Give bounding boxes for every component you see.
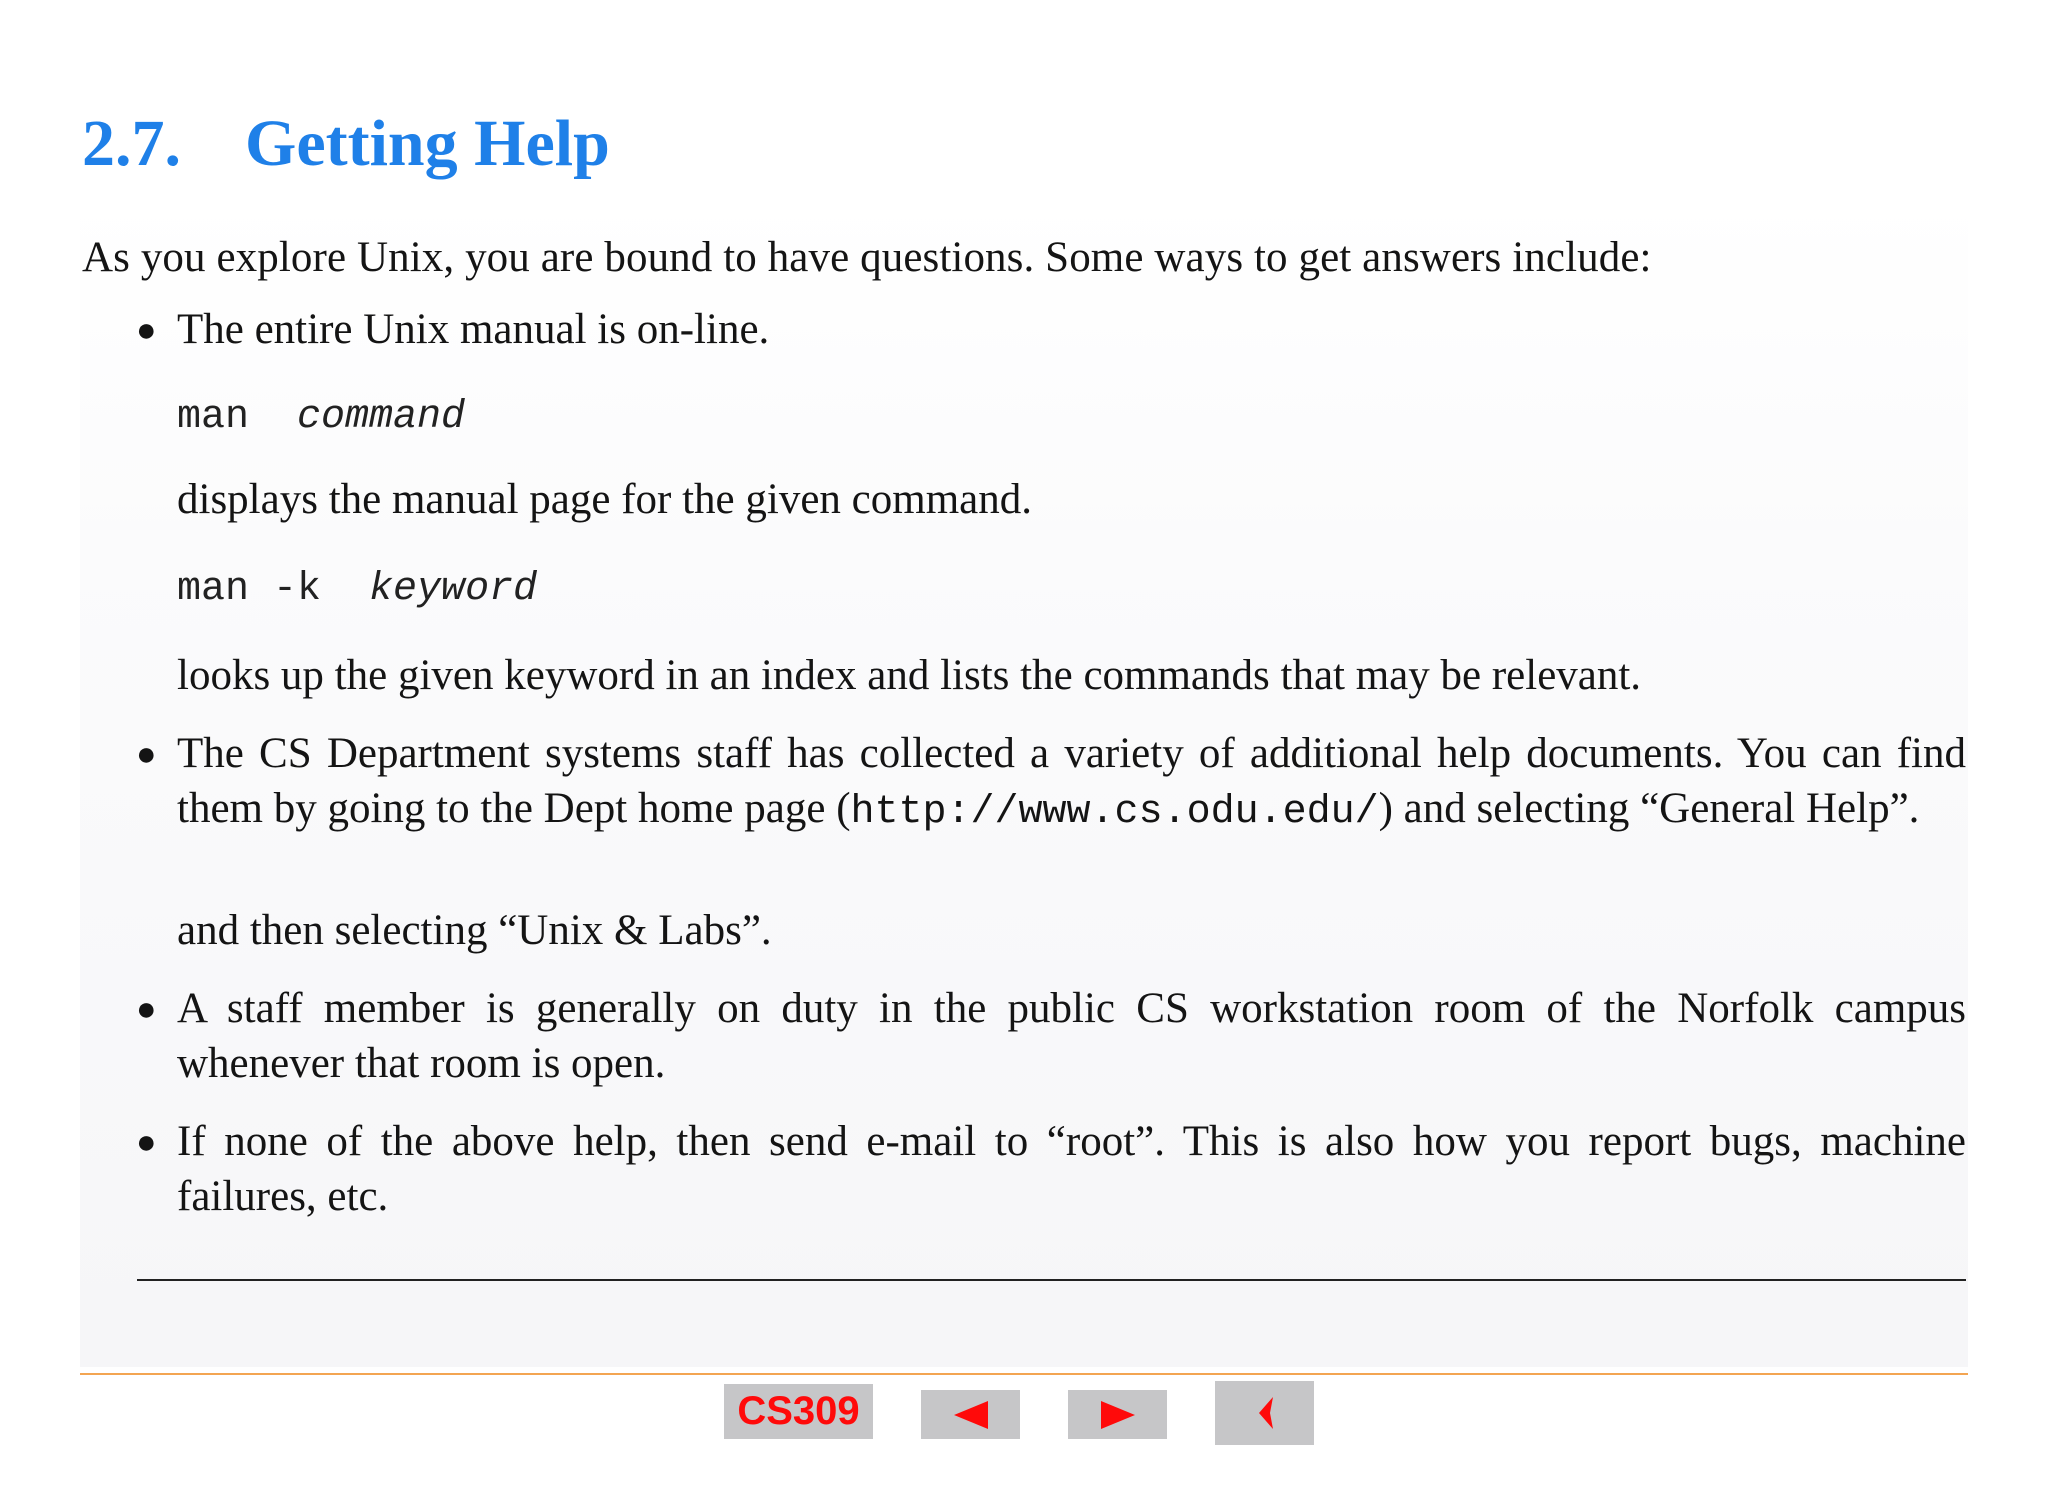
bullet-marker: ● — [136, 1124, 157, 1161]
section-number: 2.7. — [82, 107, 181, 180]
bullet-2-text-after: ) and selecting “General Help”. — [1378, 785, 1920, 832]
man-k-command-example — [177, 562, 1966, 617]
bullet-2-followup: and then selecting “Unix & Labs”. — [177, 907, 772, 954]
section-heading — [82, 104, 610, 184]
bullet-marker: ● — [136, 736, 157, 773]
left-triangle-icon — [954, 1401, 988, 1429]
back-arrow-icon — [1253, 1393, 1277, 1433]
man-command: man — [177, 395, 250, 440]
bullet-2-text-before: The CS Department systems staff has collected a variety of additional help documents. You can find them by going to the Dept home page ( — [177, 730, 1966, 832]
content-divider — [137, 1279, 1966, 1281]
bullet-2-text — [177, 726, 1966, 840]
footer-divider — [80, 1373, 1968, 1375]
next-page-button[interactable] — [1068, 1390, 1167, 1439]
intro-paragraph: As you explore Unix, you are bound to have questions. Some ways to get answers include: — [82, 234, 1652, 281]
man-command-argument: command — [297, 395, 466, 440]
man-k-command-argument: keyword — [369, 567, 538, 612]
dept-home-url[interactable]: http://www.cs.odu.edu/ — [850, 790, 1379, 835]
right-triangle-icon — [1101, 1401, 1135, 1429]
man-command-example — [177, 390, 1966, 445]
bullet-1-text: The entire Unix manual is on-line. — [177, 306, 770, 353]
course-label: CS309 — [737, 1389, 860, 1433]
man-k-command-description: looks up the given keyword in an index and lists the commands that may be relevant. — [177, 652, 1642, 699]
back-button[interactable] — [1215, 1381, 1314, 1445]
man-k-command: man -k — [177, 567, 322, 612]
bullet-3-text: A staff member is generally on duty in the public CS workstation room of the Norfolk campus whenever that room is open. — [177, 985, 1966, 1087]
previous-page-button[interactable] — [921, 1390, 1020, 1439]
course-home-button[interactable] — [724, 1384, 873, 1439]
bullet-4-text: If none of the above help, then send e-mail to “root”. This is also how you report bugs, machine failures, etc. — [177, 1118, 1966, 1220]
bullet-marker: ● — [136, 991, 157, 1028]
bullet-marker: ● — [136, 312, 157, 349]
man-command-description: displays the manual page for the given command. — [177, 476, 1032, 523]
section-title: Getting Help — [245, 107, 610, 180]
